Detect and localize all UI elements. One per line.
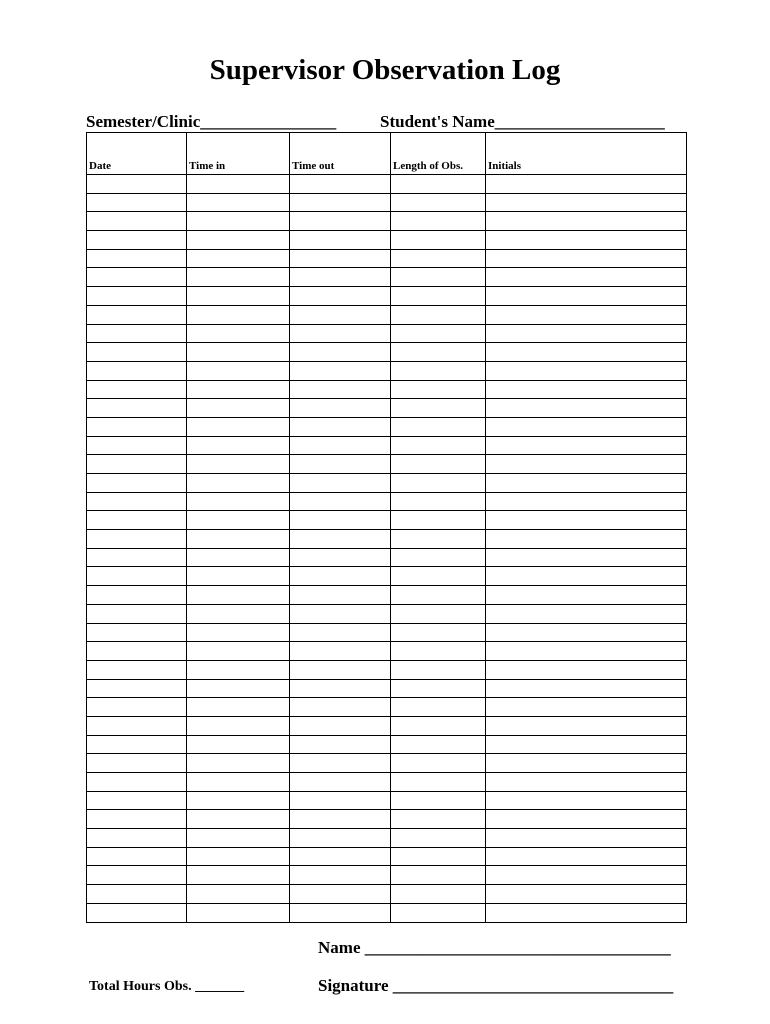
table-cell[interactable]: [486, 436, 687, 455]
table-cell[interactable]: [486, 642, 687, 661]
table-cell[interactable]: [87, 268, 187, 287]
table-cell[interactable]: [87, 380, 187, 399]
table-cell[interactable]: [486, 343, 687, 362]
table-cell[interactable]: [187, 417, 290, 436]
table-cell[interactable]: [486, 530, 687, 549]
table-cell[interactable]: [290, 511, 391, 530]
table-cell[interactable]: [486, 492, 687, 511]
table-row: [87, 361, 687, 380]
table-cell[interactable]: [486, 586, 687, 605]
table-cell[interactable]: [87, 567, 187, 586]
table-cell[interactable]: [290, 885, 391, 904]
table-cell[interactable]: [290, 829, 391, 848]
table-row: [87, 492, 687, 511]
table-cell[interactable]: [486, 511, 687, 530]
table-cell[interactable]: [290, 193, 391, 212]
table-cell[interactable]: [87, 548, 187, 567]
table-cell[interactable]: [187, 530, 290, 549]
table-cell[interactable]: [486, 399, 687, 418]
table-row: [87, 324, 687, 343]
table-cell[interactable]: [486, 735, 687, 754]
table-cell[interactable]: [391, 642, 486, 661]
table-cell[interactable]: [290, 847, 391, 866]
table-cell[interactable]: [87, 698, 187, 717]
table-row: [87, 305, 687, 324]
table-cell[interactable]: [187, 193, 290, 212]
table-cell[interactable]: [187, 698, 290, 717]
table-cell[interactable]: [187, 791, 290, 810]
table-row: [87, 866, 687, 885]
table-cell[interactable]: [391, 885, 486, 904]
table-cell[interactable]: [187, 623, 290, 642]
table-cell[interactable]: [391, 754, 486, 773]
table-row: [87, 735, 687, 754]
table-cell[interactable]: [486, 417, 687, 436]
table-cell[interactable]: [87, 305, 187, 324]
table-cell[interactable]: [391, 530, 486, 549]
table-cell[interactable]: [391, 436, 486, 455]
table-cell[interactable]: [187, 324, 290, 343]
table-row: [87, 623, 687, 642]
table-cell[interactable]: [391, 474, 486, 493]
table-row: [87, 810, 687, 829]
table-row: [87, 698, 687, 717]
table-cell[interactable]: [391, 361, 486, 380]
table-cell[interactable]: [391, 268, 486, 287]
table-cell[interactable]: [87, 903, 187, 922]
table-cell[interactable]: [391, 212, 486, 231]
table-cell[interactable]: [486, 361, 687, 380]
table-cell[interactable]: [187, 548, 290, 567]
table-cell[interactable]: [290, 548, 391, 567]
table-cell[interactable]: [187, 754, 290, 773]
table-cell[interactable]: [391, 193, 486, 212]
table-cell[interactable]: [87, 791, 187, 810]
table-cell[interactable]: [290, 474, 391, 493]
table-cell[interactable]: [187, 249, 290, 268]
table-cell[interactable]: [87, 436, 187, 455]
table-row: [87, 548, 687, 567]
table-cell[interactable]: [486, 474, 687, 493]
table-cell[interactable]: [391, 567, 486, 586]
table-cell[interactable]: [290, 716, 391, 735]
table-row: [87, 660, 687, 679]
table-row: [87, 791, 687, 810]
table-cell[interactable]: [290, 455, 391, 474]
page-title: Supervisor Observation Log: [209, 54, 561, 86]
table-cell[interactable]: [187, 735, 290, 754]
table-cell[interactable]: [187, 436, 290, 455]
table-cell[interactable]: [290, 810, 391, 829]
table-cell[interactable]: [87, 623, 187, 642]
table-cell[interactable]: [87, 829, 187, 848]
table-cell[interactable]: [486, 866, 687, 885]
table-cell[interactable]: [391, 773, 486, 792]
table-cell[interactable]: [87, 492, 187, 511]
table-cell[interactable]: [486, 380, 687, 399]
table-cell[interactable]: [486, 305, 687, 324]
table-cell[interactable]: [290, 175, 391, 194]
table-body: [87, 175, 687, 923]
table-cell[interactable]: [486, 287, 687, 306]
table-cell[interactable]: [486, 249, 687, 268]
table-cell[interactable]: [290, 735, 391, 754]
table-cell[interactable]: [486, 268, 687, 287]
table-cell[interactable]: [290, 305, 391, 324]
table-cell[interactable]: [87, 511, 187, 530]
table-row: [87, 399, 687, 418]
table-row: [87, 530, 687, 549]
table-cell[interactable]: [87, 716, 187, 735]
table-row: [87, 885, 687, 904]
table-cell[interactable]: [486, 604, 687, 623]
table-cell[interactable]: [187, 231, 290, 250]
table-row: [87, 754, 687, 773]
table-cell[interactable]: [391, 623, 486, 642]
table-row: [87, 436, 687, 455]
table-cell[interactable]: [391, 399, 486, 418]
table-cell[interactable]: [486, 324, 687, 343]
table-cell[interactable]: [290, 361, 391, 380]
table-cell[interactable]: [87, 455, 187, 474]
table-cell[interactable]: [486, 455, 687, 474]
table-cell[interactable]: [486, 175, 687, 194]
table-cell[interactable]: [187, 885, 290, 904]
table-cell[interactable]: [290, 268, 391, 287]
table-row: [87, 417, 687, 436]
table-cell[interactable]: [187, 660, 290, 679]
table-row: [87, 268, 687, 287]
column-header-time-out: Time out: [290, 133, 391, 175]
table-cell[interactable]: [486, 829, 687, 848]
table-cell[interactable]: [290, 698, 391, 717]
table-cell[interactable]: [87, 810, 187, 829]
table-cell[interactable]: [391, 604, 486, 623]
table-cell[interactable]: [87, 399, 187, 418]
table-cell[interactable]: [486, 660, 687, 679]
table-cell[interactable]: [187, 305, 290, 324]
table-row: [87, 380, 687, 399]
table-cell[interactable]: [290, 324, 391, 343]
table-cell[interactable]: [87, 287, 187, 306]
signature-field[interactable]: Signature _________________________________: [318, 976, 674, 995]
table-cell[interactable]: [290, 903, 391, 922]
table-cell[interactable]: [290, 791, 391, 810]
table-row: [87, 642, 687, 661]
table-cell[interactable]: [87, 847, 187, 866]
name-field[interactable]: Name ____________________________________: [318, 938, 671, 957]
table-cell[interactable]: [187, 343, 290, 362]
table-row: [87, 773, 687, 792]
table-row: [87, 249, 687, 268]
table-cell[interactable]: [290, 436, 391, 455]
table-cell[interactable]: [290, 287, 391, 306]
table-cell[interactable]: [290, 642, 391, 661]
table-cell[interactable]: [187, 212, 290, 231]
table-cell[interactable]: [87, 175, 187, 194]
table-cell[interactable]: [187, 492, 290, 511]
table-cell[interactable]: [391, 417, 486, 436]
table-cell[interactable]: [290, 380, 391, 399]
table-cell[interactable]: [290, 773, 391, 792]
table-row: [87, 474, 687, 493]
table-cell[interactable]: [187, 455, 290, 474]
table-cell[interactable]: [290, 249, 391, 268]
table-cell[interactable]: [87, 343, 187, 362]
table-cell[interactable]: [290, 212, 391, 231]
table-cell[interactable]: [486, 885, 687, 904]
table-cell[interactable]: [187, 175, 290, 194]
table-cell[interactable]: [187, 847, 290, 866]
total-hours-field[interactable]: Total Hours Obs. _______: [89, 979, 245, 994]
table-cell[interactable]: [187, 773, 290, 792]
table-cell[interactable]: [87, 735, 187, 754]
table-cell[interactable]: [391, 287, 486, 306]
table-row: [87, 604, 687, 623]
table-header-row: [87, 133, 687, 175]
table-row: [87, 343, 687, 362]
table-cell[interactable]: [187, 567, 290, 586]
table-row: [87, 231, 687, 250]
table-cell[interactable]: [290, 754, 391, 773]
table-cell[interactable]: [486, 773, 687, 792]
table-cell[interactable]: [290, 399, 391, 418]
table-cell[interactable]: [187, 474, 290, 493]
table-cell[interactable]: [391, 679, 486, 698]
table-cell[interactable]: [290, 623, 391, 642]
table-cell[interactable]: [486, 903, 687, 922]
table-cell[interactable]: [87, 212, 187, 231]
table-cell[interactable]: [391, 175, 486, 194]
table-cell[interactable]: [87, 193, 187, 212]
table-cell[interactable]: [486, 716, 687, 735]
table-cell[interactable]: [391, 829, 486, 848]
table-cell[interactable]: [187, 642, 290, 661]
table-cell[interactable]: [187, 399, 290, 418]
table-cell[interactable]: [87, 249, 187, 268]
table-cell[interactable]: [391, 847, 486, 866]
table-row: [87, 175, 687, 194]
table-cell[interactable]: [391, 305, 486, 324]
table-cell[interactable]: [187, 716, 290, 735]
table-cell[interactable]: [87, 231, 187, 250]
table-cell[interactable]: [486, 698, 687, 717]
table-row: [87, 511, 687, 530]
table-cell[interactable]: [87, 866, 187, 885]
table-cell[interactable]: [391, 343, 486, 362]
table-cell[interactable]: [87, 586, 187, 605]
table-cell[interactable]: [187, 679, 290, 698]
table-cell[interactable]: [290, 530, 391, 549]
table-cell[interactable]: [391, 716, 486, 735]
table-cell[interactable]: [87, 773, 187, 792]
table-cell[interactable]: [486, 623, 687, 642]
table-cell[interactable]: [486, 231, 687, 250]
table-cell[interactable]: [486, 847, 687, 866]
table-cell[interactable]: [87, 474, 187, 493]
table-cell[interactable]: [187, 903, 290, 922]
table-cell[interactable]: [290, 604, 391, 623]
table-row: [87, 586, 687, 605]
table-cell[interactable]: [391, 511, 486, 530]
table-cell[interactable]: [391, 698, 486, 717]
table-cell[interactable]: [486, 810, 687, 829]
table-cell[interactable]: [290, 231, 391, 250]
table-cell[interactable]: [87, 754, 187, 773]
table-row: [87, 287, 687, 306]
table-cell[interactable]: [187, 586, 290, 605]
table-cell[interactable]: [391, 660, 486, 679]
table-cell[interactable]: [391, 791, 486, 810]
table-row: [87, 455, 687, 474]
table-row: [87, 847, 687, 866]
table-cell[interactable]: [187, 380, 290, 399]
table-cell[interactable]: [486, 791, 687, 810]
table-cell[interactable]: [290, 567, 391, 586]
table-cell[interactable]: [87, 660, 187, 679]
table-row: [87, 716, 687, 735]
table-cell[interactable]: [87, 679, 187, 698]
table-cell[interactable]: [486, 193, 687, 212]
table-cell[interactable]: [87, 642, 187, 661]
table-cell[interactable]: [187, 829, 290, 848]
table-row: [87, 193, 687, 212]
table-cell[interactable]: [486, 548, 687, 567]
table-cell[interactable]: [290, 492, 391, 511]
table-cell[interactable]: [187, 511, 290, 530]
table-cell[interactable]: [187, 287, 290, 306]
table-cell[interactable]: [391, 903, 486, 922]
column-header-date: Date: [87, 133, 187, 175]
table-cell[interactable]: [87, 604, 187, 623]
table-row: [87, 567, 687, 586]
table-cell[interactable]: [391, 455, 486, 474]
table-cell[interactable]: [486, 754, 687, 773]
column-header-time-in: Time in: [187, 133, 290, 175]
table-cell[interactable]: [486, 679, 687, 698]
table-cell[interactable]: [187, 810, 290, 829]
table-row: [87, 903, 687, 922]
column-header-length-of-obs: Length of Obs.: [391, 133, 486, 175]
table-cell[interactable]: [290, 343, 391, 362]
table-row: [87, 829, 687, 848]
column-header-initials: Initials: [486, 133, 687, 175]
table-cell[interactable]: [290, 679, 391, 698]
table-cell[interactable]: [187, 866, 290, 885]
table-cell[interactable]: [391, 380, 486, 399]
table-cell[interactable]: [391, 810, 486, 829]
student-name-field[interactable]: Student's Name____________________: [380, 112, 665, 131]
table-cell[interactable]: [87, 530, 187, 549]
table-row: [87, 679, 687, 698]
observation-log-table: [86, 132, 687, 923]
table-cell[interactable]: [87, 885, 187, 904]
table-cell[interactable]: [290, 417, 391, 436]
table-cell[interactable]: [290, 660, 391, 679]
table-cell[interactable]: [391, 735, 486, 754]
table-cell[interactable]: [187, 361, 290, 380]
table-cell[interactable]: [290, 586, 391, 605]
table-cell[interactable]: [391, 586, 486, 605]
table-cell[interactable]: [187, 604, 290, 623]
table-cell[interactable]: [391, 249, 486, 268]
table-cell[interactable]: [290, 866, 391, 885]
table-cell[interactable]: [187, 268, 290, 287]
semester-clinic-field[interactable]: Semester/Clinic________________: [86, 112, 337, 131]
table-cell[interactable]: [87, 361, 187, 380]
table-cell[interactable]: [486, 567, 687, 586]
table-cell[interactable]: [391, 866, 486, 885]
table-cell[interactable]: [391, 492, 486, 511]
table-cell[interactable]: [391, 324, 486, 343]
table-row: [87, 212, 687, 231]
table-cell[interactable]: [486, 212, 687, 231]
table-cell[interactable]: [87, 324, 187, 343]
table-cell[interactable]: [87, 417, 187, 436]
table-cell[interactable]: [391, 548, 486, 567]
table-cell[interactable]: [391, 231, 486, 250]
